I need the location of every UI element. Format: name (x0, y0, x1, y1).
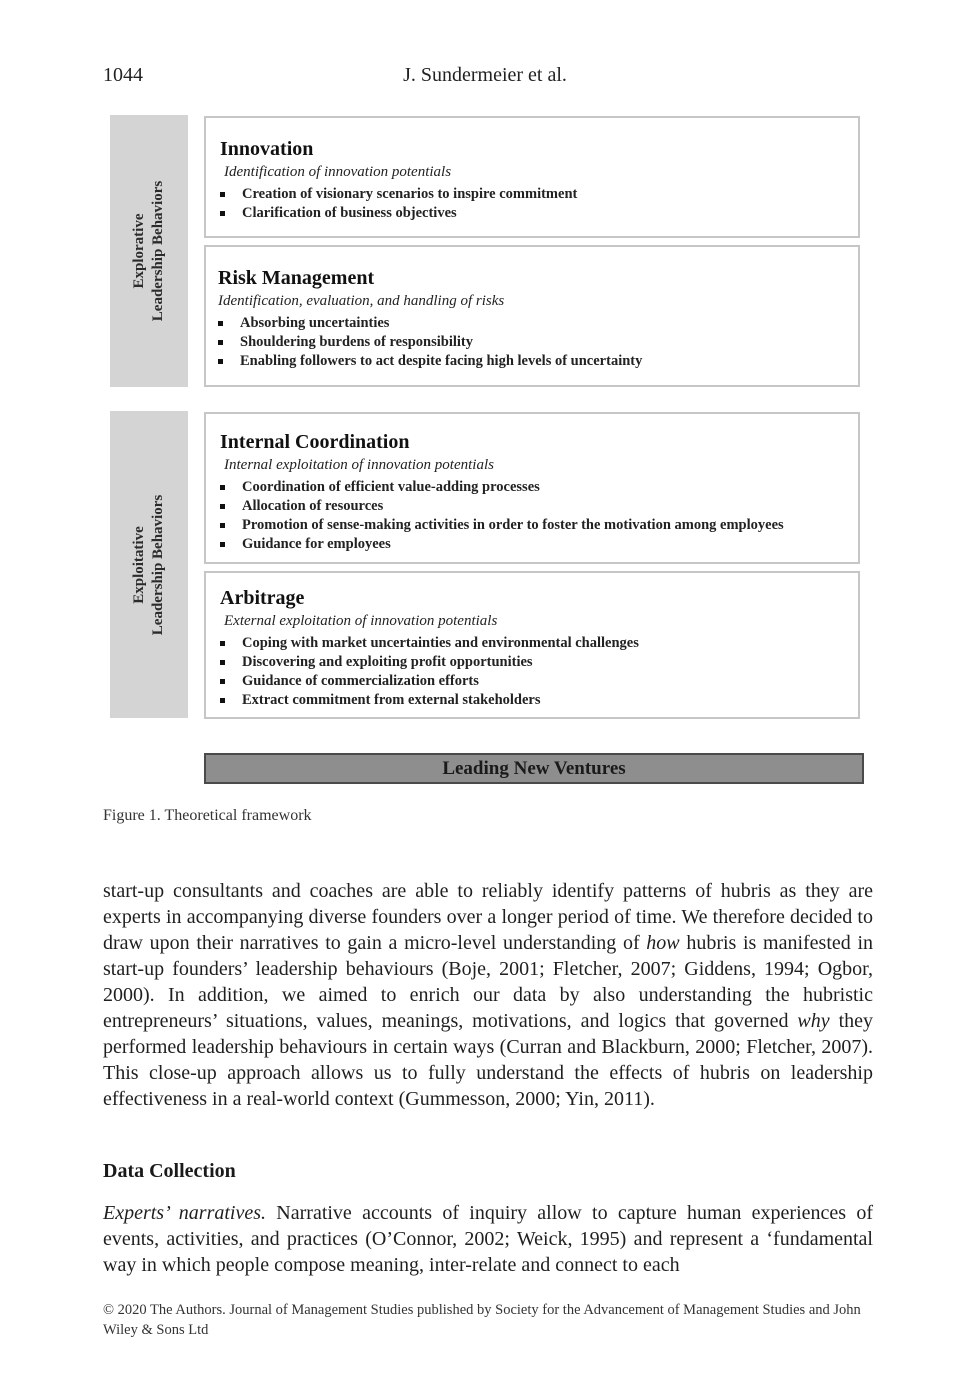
emphasis-how: how (646, 932, 680, 954)
bullet-list (218, 314, 858, 371)
paragraph-text: Narrative accounts of inquiry allow to capture human experiences of events, activities, and practices (O’Connor, 2002; Weick, 1995) and represent a ‘fundamental way in which people compose meaning, inter-relate and connect to each (103, 1202, 873, 1276)
group-label-line2: Leadership Behaviors (150, 494, 166, 635)
bullet-item: Allocation of resources (220, 497, 858, 516)
box-subtitle: Internal exploitation of innovation potentials (224, 457, 494, 473)
box-subtitle: Identification of innovation potentials (224, 164, 452, 180)
section-heading: Data Collection (103, 1160, 236, 1182)
bullet-item: Creation of visionary scenarios to inspire commitment (220, 185, 858, 204)
exploitative-group-label (110, 411, 188, 718)
page-number: 1044 (103, 64, 143, 86)
bullet-list (220, 478, 858, 554)
box-title: Innovation (220, 138, 314, 160)
bullet-item: Enabling followers to act despite facing high levels of uncertainty (218, 352, 858, 371)
running-author-header: J. Sundermeier et al. (403, 64, 567, 86)
explorative-label-text (130, 181, 168, 321)
box-subtitle: External exploitation of innovation potentials (224, 613, 498, 629)
bullet-item: Discovering and exploiting profit opportunities (220, 653, 858, 672)
copyright-footer: © 2020 The Authors. Journal of Management Studies published by Society for the Advancement of Management Studies and John Wiley & Sons Ltd (103, 1302, 861, 1338)
group-label-line1: Explorative (131, 213, 147, 289)
box-subtitle: Identification, evaluation, and handling of risks (218, 293, 505, 309)
exploitative-label-text (130, 494, 168, 634)
emphasis-why: why (797, 1010, 830, 1032)
body-paragraph-2 (103, 1200, 873, 1278)
explorative-group-label (110, 115, 188, 387)
risk-management-box (204, 245, 860, 387)
innovation-box (204, 116, 860, 238)
box-title: Arbitrage (220, 587, 305, 609)
paragraph-text: they performed leadership behaviours in certain ways (Curran and Blackburn, 2000; Fletcher, 2007). This close-up approach allows us to fully understand the effects of hubris on leadership effectiveness in a real-world context (Gummesson, 2000; Yin, 2011). (103, 1010, 874, 1110)
paragraph-text: hubris is manifested in start-up founders’ leadership behaviours (Boje, 2001; Fletcher, 2007; Giddens, 1994; Ogbor, 2000). In addition, we aimed to enrich our data by also understanding the hubristic entrepreneurs’ situations, values, meanings, motivations, and logics that governed (103, 932, 873, 1032)
internal-coordination-box (204, 412, 860, 564)
bullet-item: Coping with market uncertainties and environmental challenges (220, 634, 858, 653)
box-title: Internal Coordination (220, 431, 410, 453)
bullet-list (220, 185, 858, 223)
bullet-item: Guidance of commercialization efforts (220, 672, 858, 691)
leading-new-ventures-bar: Leading New Ventures (204, 753, 864, 784)
bullet-item: Extract commitment from external stakeholders (220, 691, 858, 710)
bullet-item: Clarification of business objectives (220, 204, 858, 223)
group-label-line2: Leadership Behaviors (150, 180, 166, 322)
body-paragraph (103, 878, 873, 1112)
bullet-item: Absorbing uncertainties (218, 314, 858, 333)
figure-caption: Figure 1. Theoretical framework (103, 807, 312, 824)
bullet-item: Promotion of sense-making activities in order to foster the motivation among employees (220, 516, 858, 535)
paragraph-text: start-up consultants and coaches are able to reliably identify patterns of hubris as they are experts in accompanying diverse founders over a longer period of time. We therefore decided to draw upon their narratives to gain a micro-level understanding of (103, 880, 873, 954)
arbitrage-box (204, 571, 860, 719)
group-label-line1: Exploitative (131, 525, 147, 604)
bullet-item: Guidance for employees (220, 535, 858, 554)
bullet-item: Coordination of efficient value-adding processes (220, 478, 858, 497)
bullet-list (220, 634, 858, 710)
run-in-heading: Experts’ narratives. (103, 1202, 267, 1224)
box-title: Risk Management (218, 267, 375, 289)
bullet-item: Shouldering burdens of responsibility (218, 333, 858, 352)
